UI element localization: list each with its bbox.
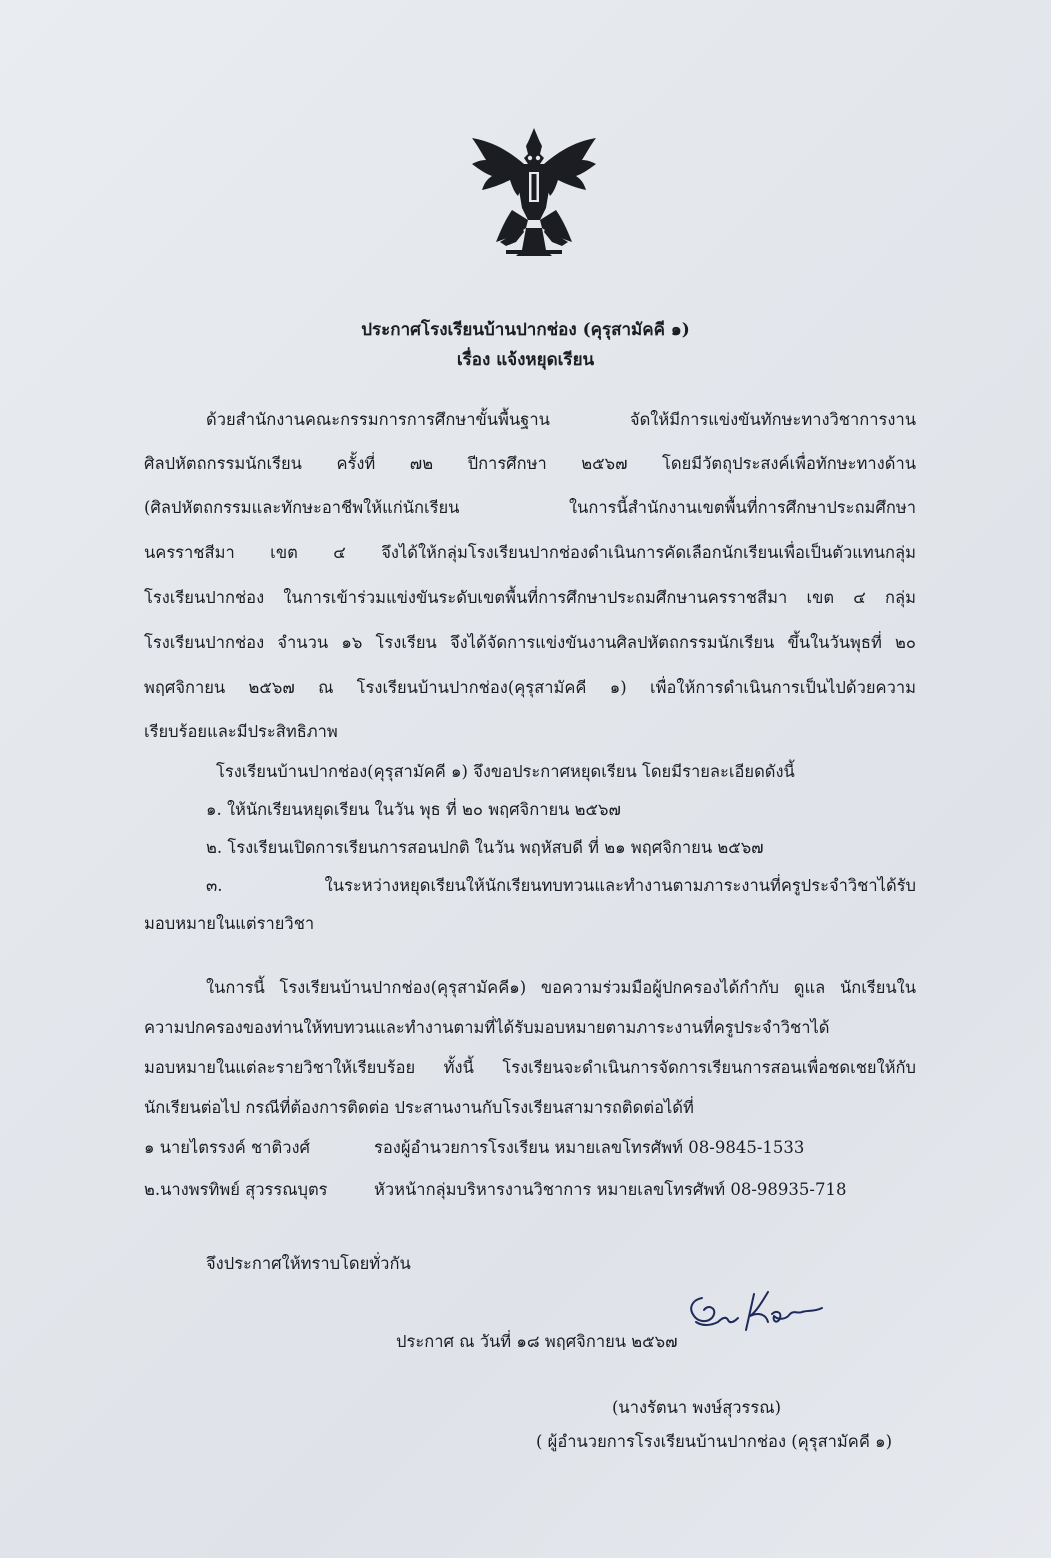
paragraph-1-line: โรงเรียนปากช่อง ในการเข้าร่วมแข่งขันระดับเขตพื้นที่การศึกษาประถมศึกษานครราชสีมา เขต ๔ กลุ่ม [144,588,916,607]
paragraph-1-line: โรงเรียนปากช่อง จำนวน ๑๖ โรงเรียน จึงได้จัดการแข่งขันงานศิลปหัตถกรรมนักเรียน ขึ้นในวันพุธที่ ๒๐ [144,633,916,652]
paragraph-1-line: (ศิลปหัตถกรรมและทักษะอาชีพให้แก่นักเรียน ในการนี้สำนักงานเขตพื้นที่การศึกษาประถมศึกษา [144,498,916,517]
list-item: ๒. โรงเรียนเปิดการเรียนการสอนปกติ ในวัน พฤหัสบดี ที่ ๒๑ พฤศจิกายน ๒๕๖๗ [206,838,764,857]
contact-name: ๑ นายไตรรงค์ ชาติวงศ์ [144,1138,310,1157]
paragraph-2-line: ในการนี้ โรงเรียนบ้านปากช่อง(คุรุสามัคคี๑) ขอความร่วมมือผู้ปกครองได้กำกับ ดูแล นักเรียนใน [206,978,916,997]
paragraph-1-line: เรียบร้อยและมีประสิทธิภาพ [144,722,338,741]
list-item: ๓. ในระหว่างหยุดเรียนให้นักเรียนทบทวนและทำงานตามภาระงานที่ครูประจำวิชาได้รับ [206,876,916,895]
paragraph-1-line: ด้วยสำนักงานคณะกรรมการการศึกษาขั้นพื้นฐาน จัดให้มีการแข่งขันทักษะทางวิชาการงาน [206,410,916,429]
contact-detail: รองผู้อำนวยการโรงเรียน หมายเลขโทรศัพท์ 08-9845-1533 [374,1138,805,1157]
closing-line: จึงประกาศให้ทราบโดยทั่วกัน [206,1254,411,1273]
handwritten-signature [682,1286,832,1340]
signer-position: ( ผู้อำนวยการโรงเรียนบ้านปากช่อง (คุรุสามัคคี ๑) [536,1432,893,1451]
date-line: ประกาศ ณ วันที่ ๑๘ พฤศจิกายน ๒๕๖๗ [396,1332,678,1351]
paragraph-2-line: นักเรียนต่อไป กรณีที่ต้องการติดต่อ ประสานงานกับโรงเรียนสามารถติดต่อได้ที่ [144,1098,694,1117]
contact-detail: หัวหน้ากลุ่มบริหารงานวิชาการ หมายเลขโทรศัพท์ 08-98935-718 [374,1180,847,1199]
announcement-title: ประกาศโรงเรียนบ้านปากช่อง (คุรุสามัคคี ๑) [361,320,690,340]
paragraph-2-line: ความปกครองของท่านให้ทบทวนและทำงานตามที่ได้รับมอบหมายตามภาระงานที่ครูประจำวิชาได้ [144,1018,830,1037]
list-item: มอบหมายในแต่รายวิชา [144,914,315,933]
signer-name: (นางรัตนา พงษ์สุวรรณ) [612,1398,782,1417]
paragraph-1-line: นครราชสีมา เขต ๔ จึงได้ให้กลุ่มโรงเรียนปากช่องดำเนินการคัดเลือกนักเรียนเพื่อเป็นตัวแทนกลุ่ม [144,543,916,562]
contact-name: ๒.นางพรทิพย์ สุวรรณบุตร [144,1180,328,1199]
paragraph-1-line: พฤศจิกายน ๒๕๖๗ ณ โรงเรียนบ้านปากช่อง(คุรุสามัคคี ๑) เพื่อให้การดำเนินการเป็นไปด้วยความ [144,678,916,697]
announcement-subject: เรื่อง แจ้งหยุดเรียน [456,350,595,370]
garuda-emblem-icon [466,124,602,260]
paragraph-1-line: ศิลปหัตถกรรมนักเรียน ครั้งที่ ๗๒ ปีการศึกษา ๒๕๖๗ โดยมีวัตถุประสงค์เพื่อทักษะทางด้าน [144,454,916,473]
paragraph-2-line: มอบหมายในแต่ละรายวิชาให้เรียบร้อย ทั้งนี้ โรงเรียนจะดำเนินการจัดการเรียนการสอนเพื่อชดเชยให้กับ [144,1058,916,1077]
announce-line: โรงเรียนบ้านปากช่อง(คุรุสามัคคี ๑) จึงขอประกาศหยุดเรียน โดยมีรายละเอียดดังนี้ [216,762,795,781]
list-item: ๑. ให้นักเรียนหยุดเรียน ในวัน พุธ ที่ ๒๐ พฤศจิกายน ๒๕๖๗ [206,800,621,819]
